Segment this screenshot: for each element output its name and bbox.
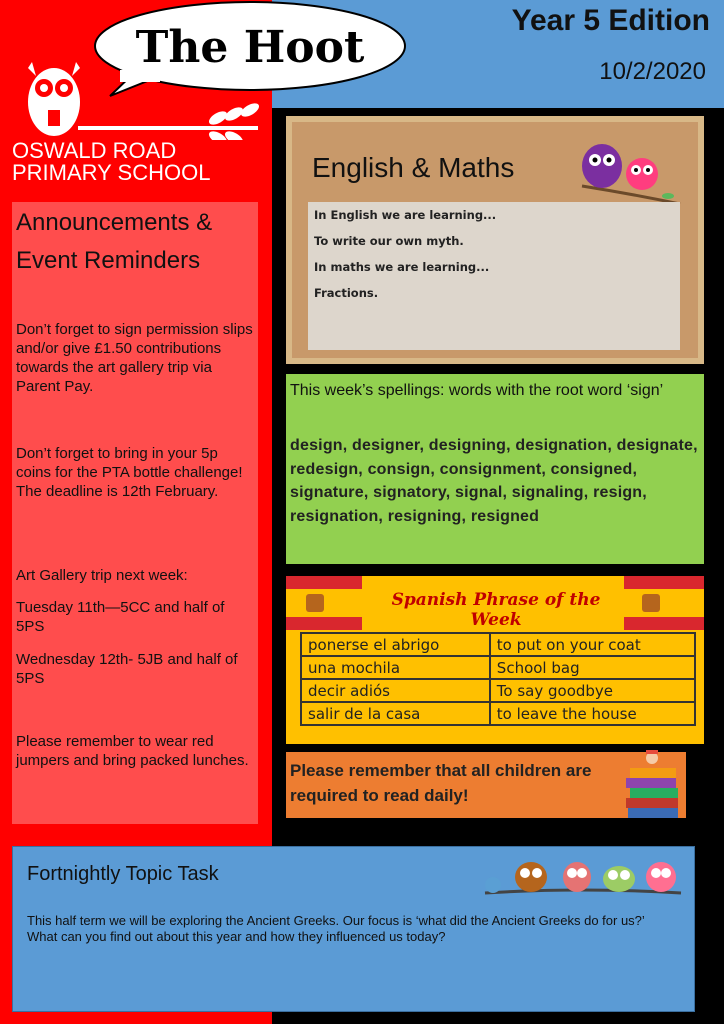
- announcements-panel: [12, 202, 258, 824]
- table-row: [301, 702, 695, 725]
- reading-reminder: [286, 752, 686, 818]
- spellings-panel: [286, 374, 704, 564]
- table-row: [301, 633, 695, 656]
- coat-of-arms-icon: [642, 594, 660, 612]
- note-line: Fractions.: [314, 286, 379, 300]
- announcement-item: Don’t forget to sign permission slips and/or give £1.50 contributions towards the art gallery trip via Parent Pay.: [16, 321, 253, 395]
- topic-text: This half term we will be exploring the Ancient Greeks. Our focus is ‘what did the Ancient Greeks do for us?’ What can you find out about this year and how they influenced us today?: [27, 913, 645, 944]
- spellings-title: This week’s spellings: words with the root word ‘sign’: [290, 382, 664, 399]
- announcement-item: Tuesday 11th—5CC and half of 5PS: [16, 599, 225, 635]
- spanish-panel: [286, 576, 704, 744]
- announcement-item: Please remember to wear red jumpers and bring packed lunches.: [16, 733, 249, 769]
- table-row: [301, 679, 695, 702]
- school-name: [12, 140, 210, 184]
- english-maths-note: [308, 202, 680, 350]
- english-maths-board: [286, 116, 704, 364]
- announcements-title: Announcements & Event Reminders: [16, 209, 213, 274]
- newsletter-title: The Hoot: [135, 22, 365, 73]
- note-line: To write our own myth.: [314, 234, 464, 248]
- spanish-phrase: ponerse el abrigo: [301, 633, 490, 656]
- spain-flag-icon: [286, 576, 362, 630]
- spanish-phrase: una mochila: [301, 656, 490, 679]
- spain-flag-icon: [624, 576, 704, 630]
- english-translation: to put on your coat: [490, 633, 695, 656]
- english-translation: School bag: [490, 656, 695, 679]
- issue-date: 10/2/2020: [599, 58, 706, 85]
- announcement-item: Art Gallery trip next week:: [16, 567, 188, 584]
- owls-on-branch-icon: [481, 853, 687, 899]
- reading-text: Please remember that all children are required to read daily!: [290, 761, 592, 805]
- english-translation: To say goodbye: [490, 679, 695, 702]
- topic-task-panel: [12, 846, 695, 1012]
- english-maths-title: English & Maths: [312, 152, 515, 183]
- spellings-words: design, designer, designing, designation, designate, redesign, consign, consignment, consigned, signature, signatory, signal, signaling, resign, resignation, resigning, resigned: [290, 437, 698, 525]
- topic-title: Fortnightly Topic Task: [27, 863, 219, 885]
- school-name-line2: PRIMARY SCHOOL: [12, 160, 211, 185]
- spanish-phrase: decir adiós: [301, 679, 490, 702]
- note-line: In maths we are learning...: [314, 260, 490, 274]
- note-line: In English we are learning...: [314, 208, 497, 222]
- coat-of-arms-icon: [306, 594, 324, 612]
- spanish-phrase: salir de la casa: [301, 702, 490, 725]
- spanish-title: Spanish Phrase of the Week: [391, 590, 601, 630]
- table-row: [301, 656, 695, 679]
- announcement-item: Wednesday 12th- 5JB and half of 5PS: [16, 651, 238, 687]
- english-translation: to leave the house: [490, 702, 695, 725]
- edition-label: Year 5 Edition: [511, 4, 710, 37]
- announcement-item: Don’t forget to bring in your 5p coins for the PTA bottle challenge! The deadline is 12th February.: [16, 445, 243, 500]
- school-name-line1: OSWALD ROAD: [12, 138, 177, 163]
- spanish-table: [300, 632, 696, 726]
- owls-icon: [572, 136, 682, 206]
- owl-logo-icon: [18, 62, 268, 140]
- book-stack-icon: [622, 746, 684, 824]
